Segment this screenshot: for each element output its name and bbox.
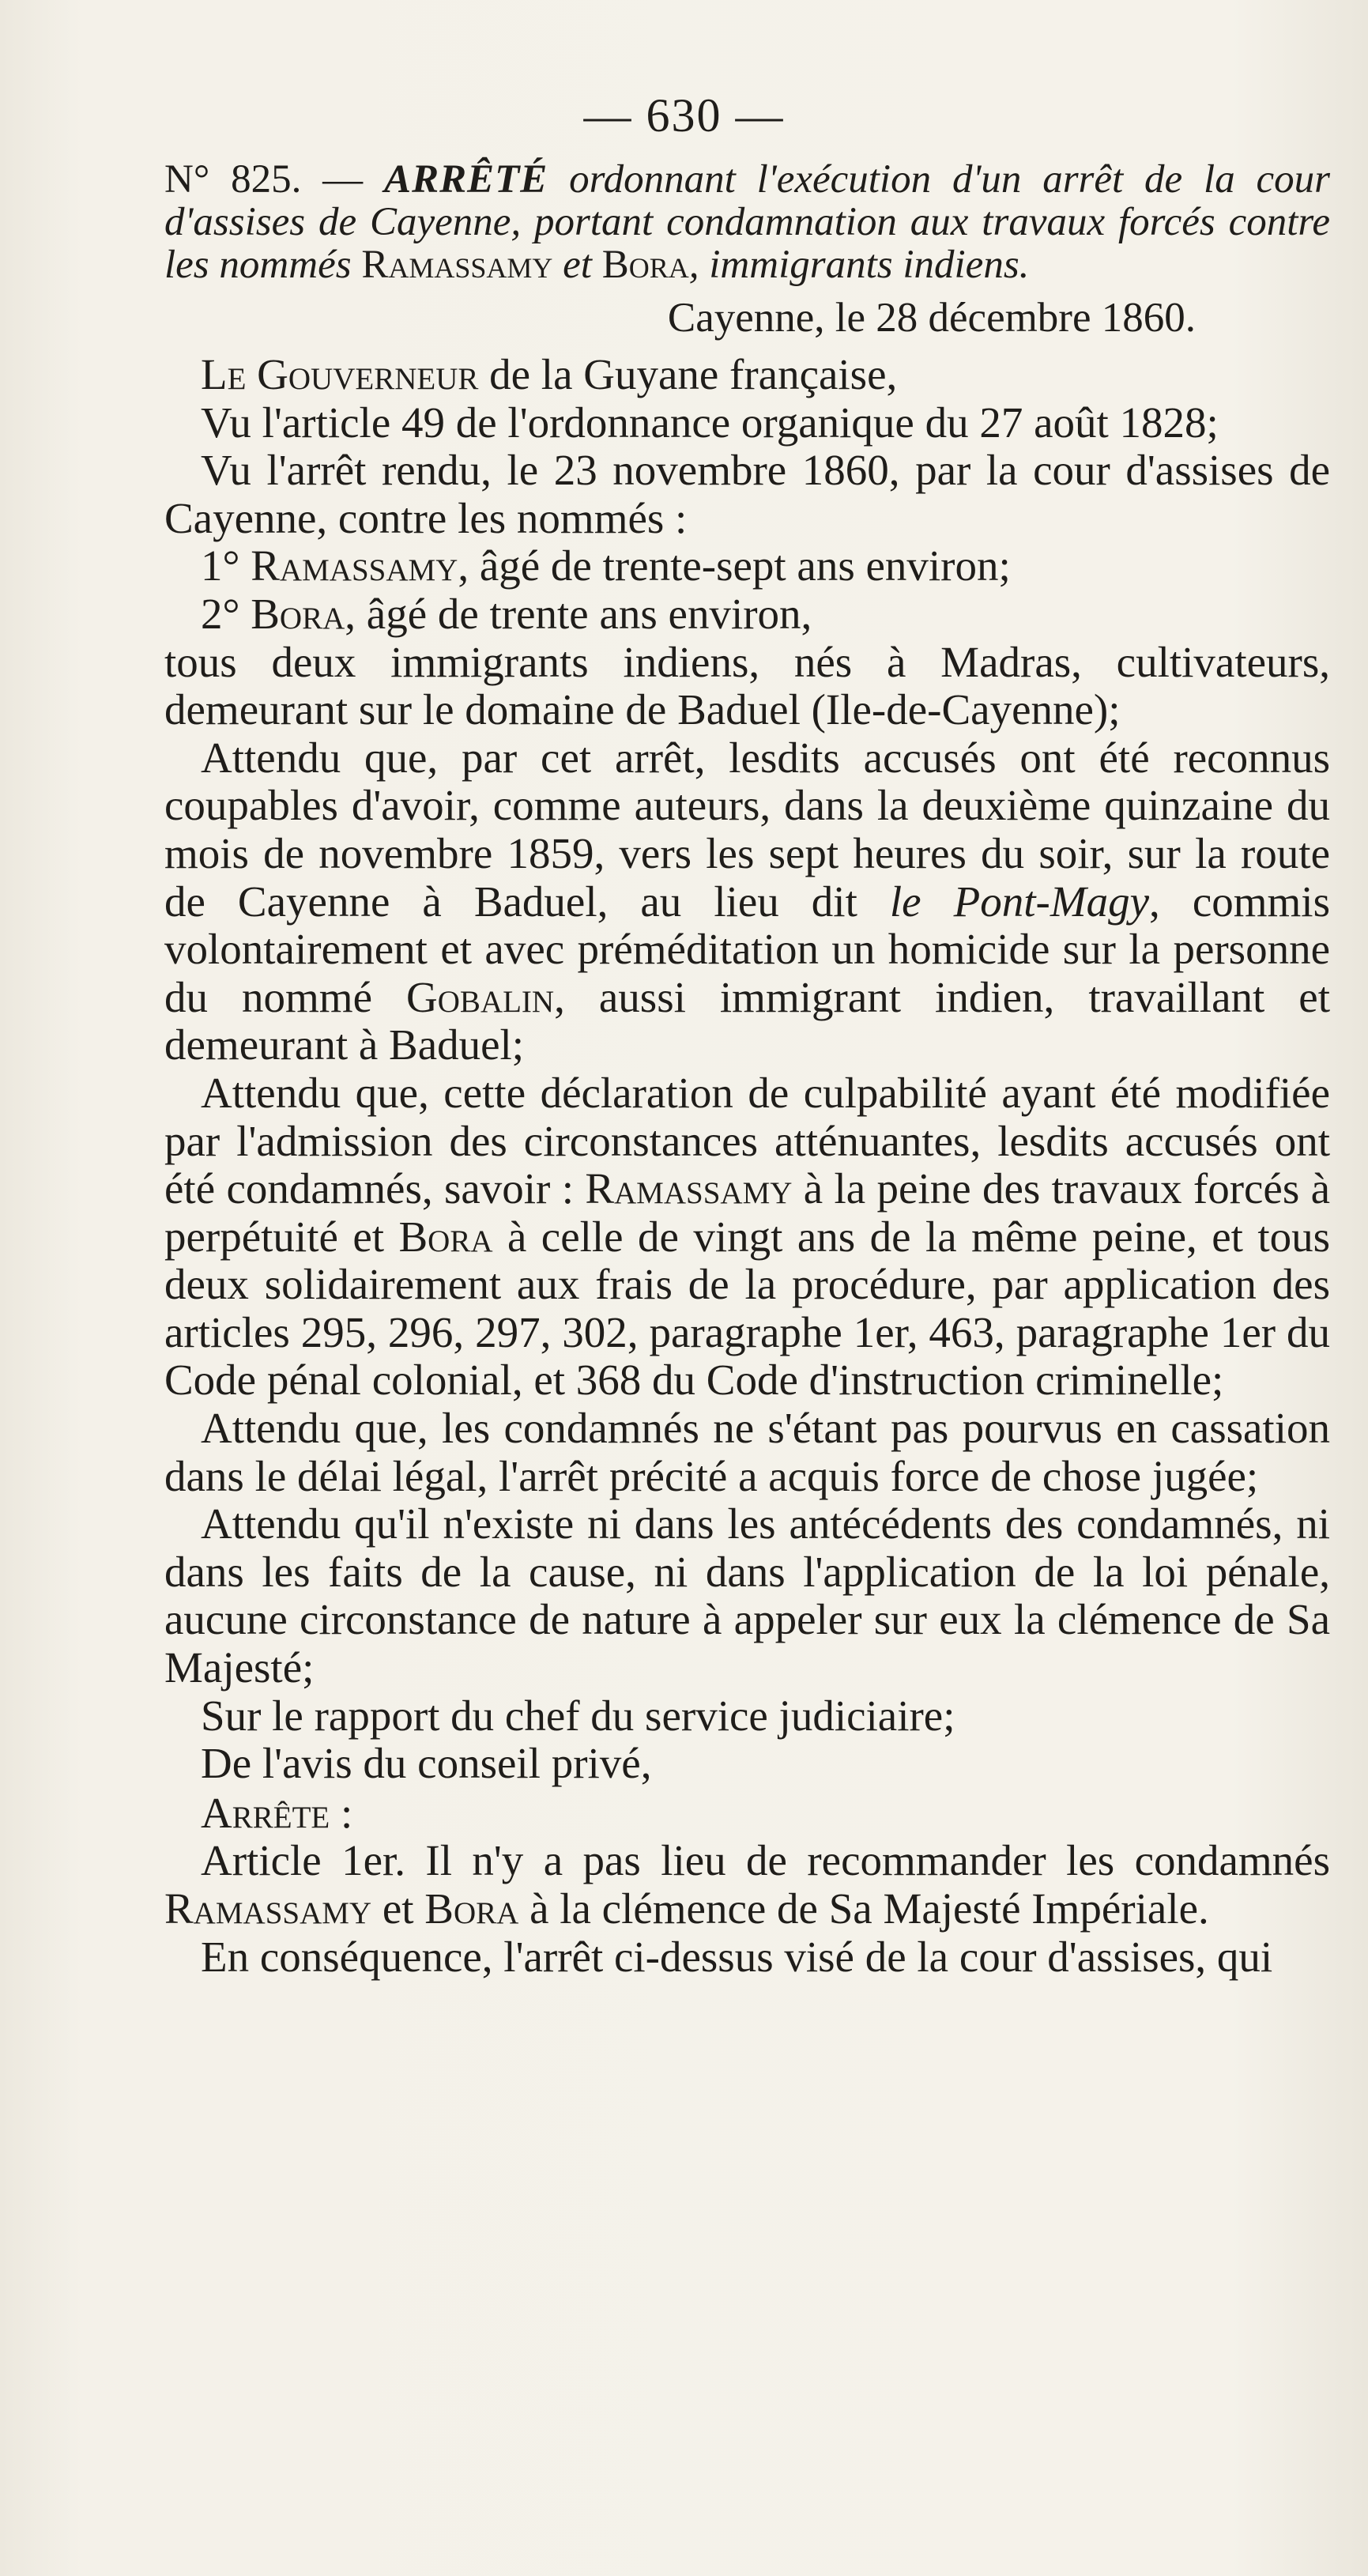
page-number: — 630 —: [583, 89, 785, 141]
heading-text: ordonnant l'exécution d'un arrêt de la cour d'assises de Cayenne, portant condamnation aux travaux forcés contre les nommés: [164, 157, 1331, 287]
attendu-1-text-b: , commis volontairement et avec préméditation un homicide sur la personne du nommé: [164, 877, 1330, 1021]
article-1-text-a: Article 1er. Il n'y a pas lieu de recommander les condamnés: [201, 1836, 1330, 1885]
list-item-bora: [164, 590, 1330, 639]
gouverneur-text: de la Guyane française,: [489, 350, 898, 398]
heading-conjunction: et: [563, 243, 592, 287]
article-name-bora: Bora: [424, 1884, 519, 1933]
document-heading: [164, 158, 1330, 286]
page-text-block: [164, 158, 1330, 1981]
item-name: Bora: [251, 589, 345, 638]
attendu-1-text-a: Attendu que, par cet arrêt, lesdits accusés ont été reconnus coupables d'avoir, comme auteurs, dans la deuxième quinzaine du mois de novembre 1859, vers les sept heures du soir, sur la route de Cayenne à Baduel, au lieu dit: [164, 733, 1330, 926]
paragraph-attendu-1: [164, 734, 1330, 1069]
convict-name-ramassamy: Ramassamy: [585, 1164, 793, 1213]
attendu-2-text-a: Attendu que, cette déclaration de culpabilité ayant été modifiée par l'admission des circonstances atténuantes, lesdits accusés ont été condamnés, savoir :: [164, 1068, 1330, 1213]
paragraph-attendu-4: Attendu qu'il n'existe ni dans les antécédents des condamnés, ni dans les faits de la cause, ni dans l'application de la loi pénale, aucune circonstance de nature à appeler sur eux la clémence de Sa Majesté;: [164, 1499, 1330, 1692]
paragraph-sur-rapport: Sur le rapport du chef du service judiciaire;: [201, 1691, 955, 1740]
article-1-text-b: à la clémence de Sa Majesté Impériale.: [529, 1884, 1209, 1933]
paragraph-gouverneur: [164, 351, 1330, 399]
arrete-heading: Arrête :: [201, 1788, 353, 1837]
victim-name: Gobalin: [406, 972, 555, 1021]
item-number: 2°: [201, 589, 240, 638]
paragraph-vu-arret: Vu l'arrêt rendu, le 23 novembre 1860, par la cour d'assises de Cayenne, contre les nommés :: [164, 446, 1330, 542]
paragraph-de-avis: De l'avis du conseil privé,: [201, 1739, 652, 1788]
heading-name-ramassamy: Ramassamy: [361, 243, 553, 287]
item-text: , âgé de trente ans environ,: [345, 589, 812, 638]
paragraph-en-consequence: En conséquence, l'arrêt ci-dessus visé de la cour d'assises, qui: [201, 1932, 1273, 1981]
attendu-2-text-b: à la peine des travaux forcés à perpétuité et: [164, 1164, 1330, 1261]
heading-name-bora: Bora: [601, 243, 689, 287]
item-name: Ramassamy: [251, 541, 458, 590]
paragraph-attendu-2: [164, 1069, 1330, 1405]
place-name: le Pont-Magy: [889, 877, 1150, 926]
paragraph-attendu-3: Attendu que, les condamnés ne s'étant pas pourvus en cassation dans le délai légal, l'arrêt précité a acquis force de chose jugée;: [164, 1404, 1330, 1500]
convict-name-bora: Bora: [398, 1212, 493, 1261]
article-conjunction: et: [382, 1884, 414, 1933]
attendu-1-text-c: , aussi immigrant indien, travaillant et demeurant à Baduel;: [164, 972, 1330, 1069]
heading-text-end: , immigrants indiens.: [688, 243, 1030, 287]
paragraph-article-1: [164, 1837, 1330, 1933]
paragraph-vu-article: Vu l'article 49 de l'ordonnance organique du 27 août 1828;: [201, 398, 1219, 447]
dateline: Cayenne, le 28 décembre 1860.: [667, 295, 1196, 341]
list-item-ramassamy: [164, 542, 1330, 590]
paragraph-tous-deux: tous deux immigrants indiens, nés à Madras, cultivateurs, demeurant sur le domaine de Baduel (Ile-de-Cayenne);: [164, 637, 1330, 734]
heading-title: ARRÊTÉ: [384, 157, 548, 202]
article-name-ramassamy: Ramassamy: [164, 1884, 372, 1933]
heading-number: N° 825. —: [164, 157, 364, 202]
gouverneur-title: Le Gouverneur: [201, 350, 479, 398]
item-text: , âgé de trente-sept ans environ;: [458, 541, 1011, 590]
item-number: 1°: [201, 541, 240, 590]
attendu-2-text-c: à celle de vingt ans de la même peine, et tous deux solidairement aux frais de la procédure, par application des articles 295, 296, 297, 302, paragraphe 1er, 463, paragraphe 1er du Code pénal colonial, et 368 du Code d'instruction criminelle;: [164, 1212, 1331, 1405]
